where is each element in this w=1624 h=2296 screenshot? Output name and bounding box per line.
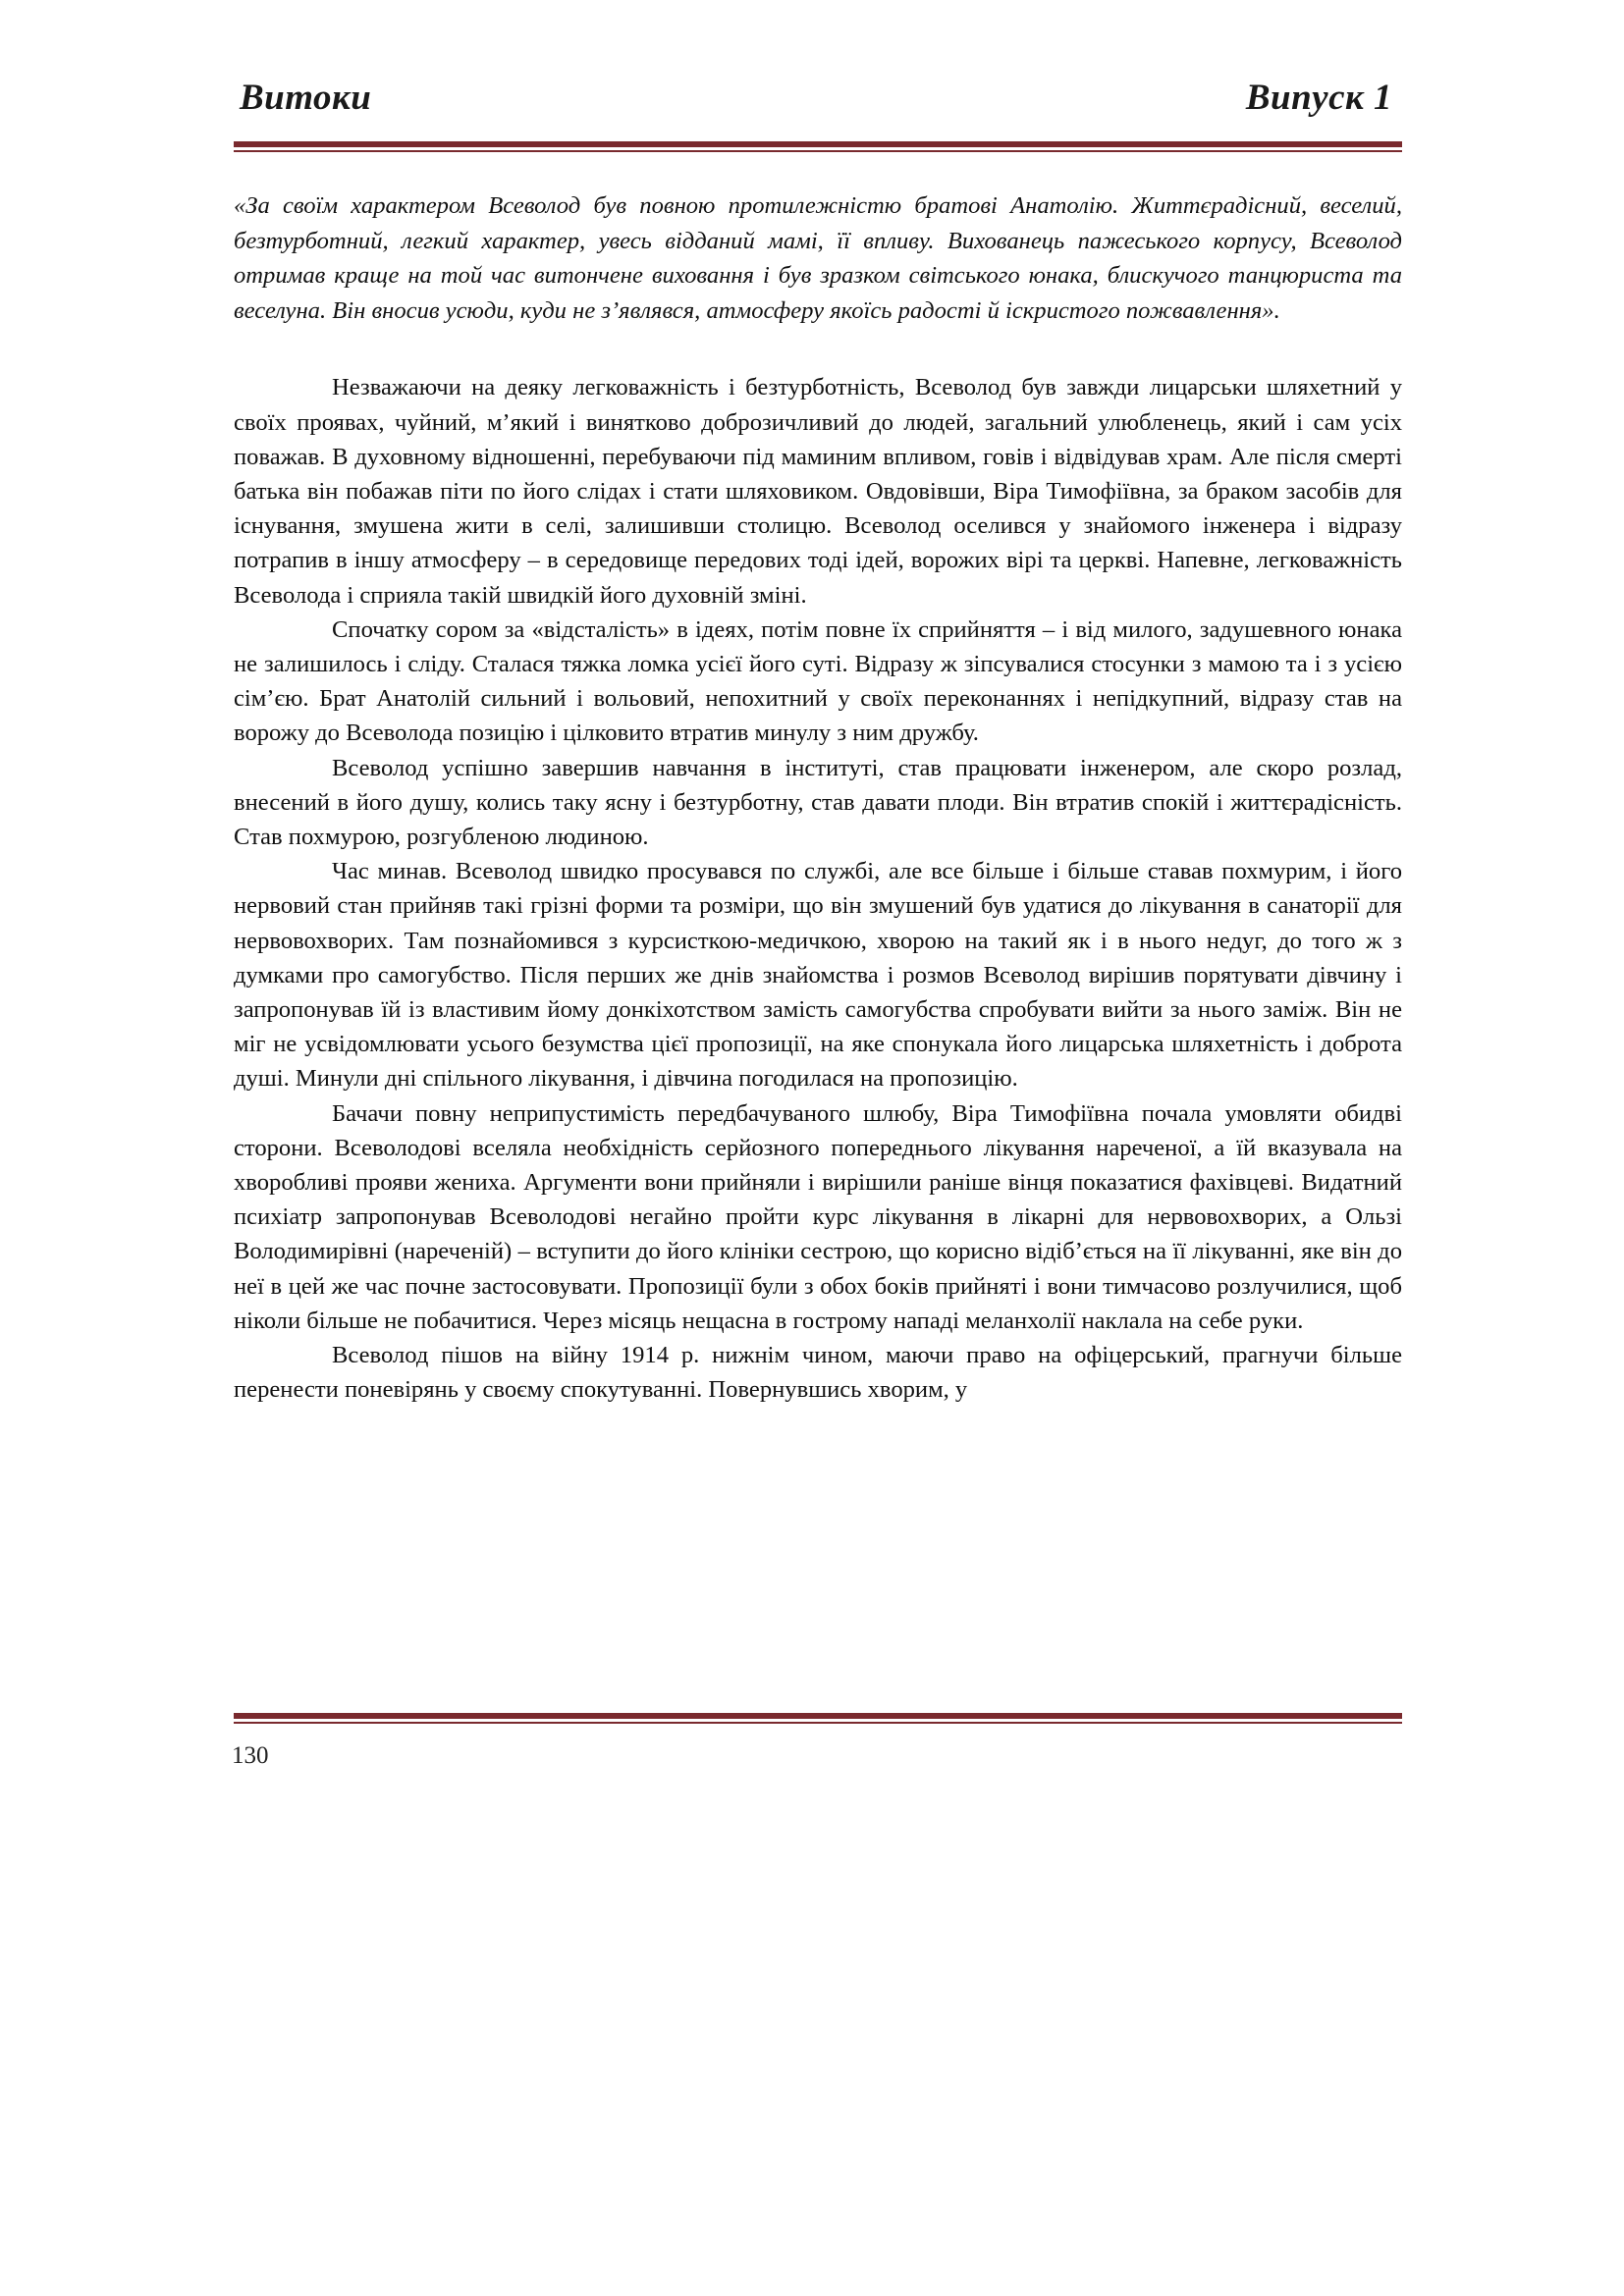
page-number: 130 [232,1742,269,1769]
footer-divider [234,1713,1402,1724]
paragraph: Всеволод успішно завершив навчання в інституті, став працювати інженером, але скоро розлад, внесений в його душу, колись таку ясну і безтурботну, став давати плоди. Він втратив спокій і життєрадісність. Став похмурою, розгубленою людиною. [234,754,1402,851]
issue-number: Випуск 1 [1245,78,1392,118]
paragraph: Бачачи повну неприпустимість передбачуваного шлюбу, Віра Тимофіївна почала умовляти обидві сторони. Всеволодові вселяла необхідність серйозного попереднього лікування нареченої, а їй вказувала на хворобливі прояви жениха. Аргументи вони прийняли і вирішили раніше вінця показатися фахівцеві. Видатний психіатр запропонував Всеволодові негайно пройти курс лікування в лікарні для нервовохворих, а Ользі Володимирівні (нареченій) – вступити до його клініки сестрою, що корисно відіб’ється на її лікуванні, яке він до неї в цей же час почне застосовувати. Пропозиції були з обох боків прийняті і вони тимчасово розлучилися, щоб ніколи більше не побачитися. Через місяць нещасна в гострому нападі меланхолії наклала на себе руки. [234,1099,1402,1334]
block-quote: «За своїм характером Всеволод був повною протилежністю братові Анатолію. Життєрадісний, веселий, безтурботний, легкий характер, увесь відданий мамі, її впливу. Вихованець пажеського корпусу, Всеволод отримав краще на той час витончене виховання і був зразком світського юнака, блискучого танцюриста та веселуна. Він вносив усюди, куди не з’являвся, атмосферу якоїсь радості й іскристого пожвавлення». [234,192,1402,324]
page-body [234,188,1402,1407]
paragraph: Спочатку сором за «відсталість» в ідеях, потім повне їх сприйняття – і від милого, задушевного юнака не залишилось і сліду. Сталася тяжка ломка усієї його суті. Відразу ж зіпсувалися стосунки з мамою та і з усією сім’єю. Брат Анатолій сильний і вольовий, непохитний у своїх переконаннях і непідкупний, відразу став на ворожу до Всеволода позицію і цілковито втратив минулу з ним дружбу. [234,615,1402,747]
paragraph: Незважаючи на деяку легковажність і безтурботність, Всеволод був завжди лицарськи шляхетний у своїх проявах, чуйний, м’який і винятково доброзичливий до людей, загальний улюбленець, який і сам усіх поважав. В духовному відношенні, перебуваючи під маминим впливом, говів і відвідував храм. Але після смерті батька він побажав піти по його слідах і стати шляховиком. Овдовівши, Віра Тимофіївна, за браком засобів для існування, змушена жити в селі, залишивши столицю. Всеволод оселився у знайомого інженера і відразу потрапив в іншу атмосферу – в середовище передових тоді ідей, ворожих вірі та церкві. Напевне, легковажність Всеволода і сприяла такій швидкій його духовній зміні. [234,374,1402,609]
paragraph: Час минав. Всеволод швидко просувався по службі, але все більше і більше ставав похмурим, і його нервовий стан прийняв такі грізні форми та розміри, що він змушений був удатися до лікування в санаторії для нервовохворих. Там познайомився з курсисткою-медичкою, хворою на такий як і в нього недуг, до того ж з думками про самогубство. Після перших же днів знайомства і розмов Всеволод вирішив порятувати дівчину і запропонував їй із властивим йому донкіхотством замість самогубства спробувати вийти за нього заміж. Він не міг не усвідомлювати усього безумства цієї пропозиції, на яке спонукала його лицарська шляхетність і доброта душі. Минули дні спільного лікування, і дівчина погодилася на пропозицію. [234,858,1402,1093]
paragraph: Всеволод пішов на війну 1914 р. нижнім чином, маючи право на офіцерський, прагнучи більше перенести поневірянь у своєму спокутуванні. Повернувшись хворим, у [234,1342,1402,1404]
page-header [234,77,1402,135]
journal-title: Витоки [240,78,372,118]
header-divider [234,141,1402,152]
